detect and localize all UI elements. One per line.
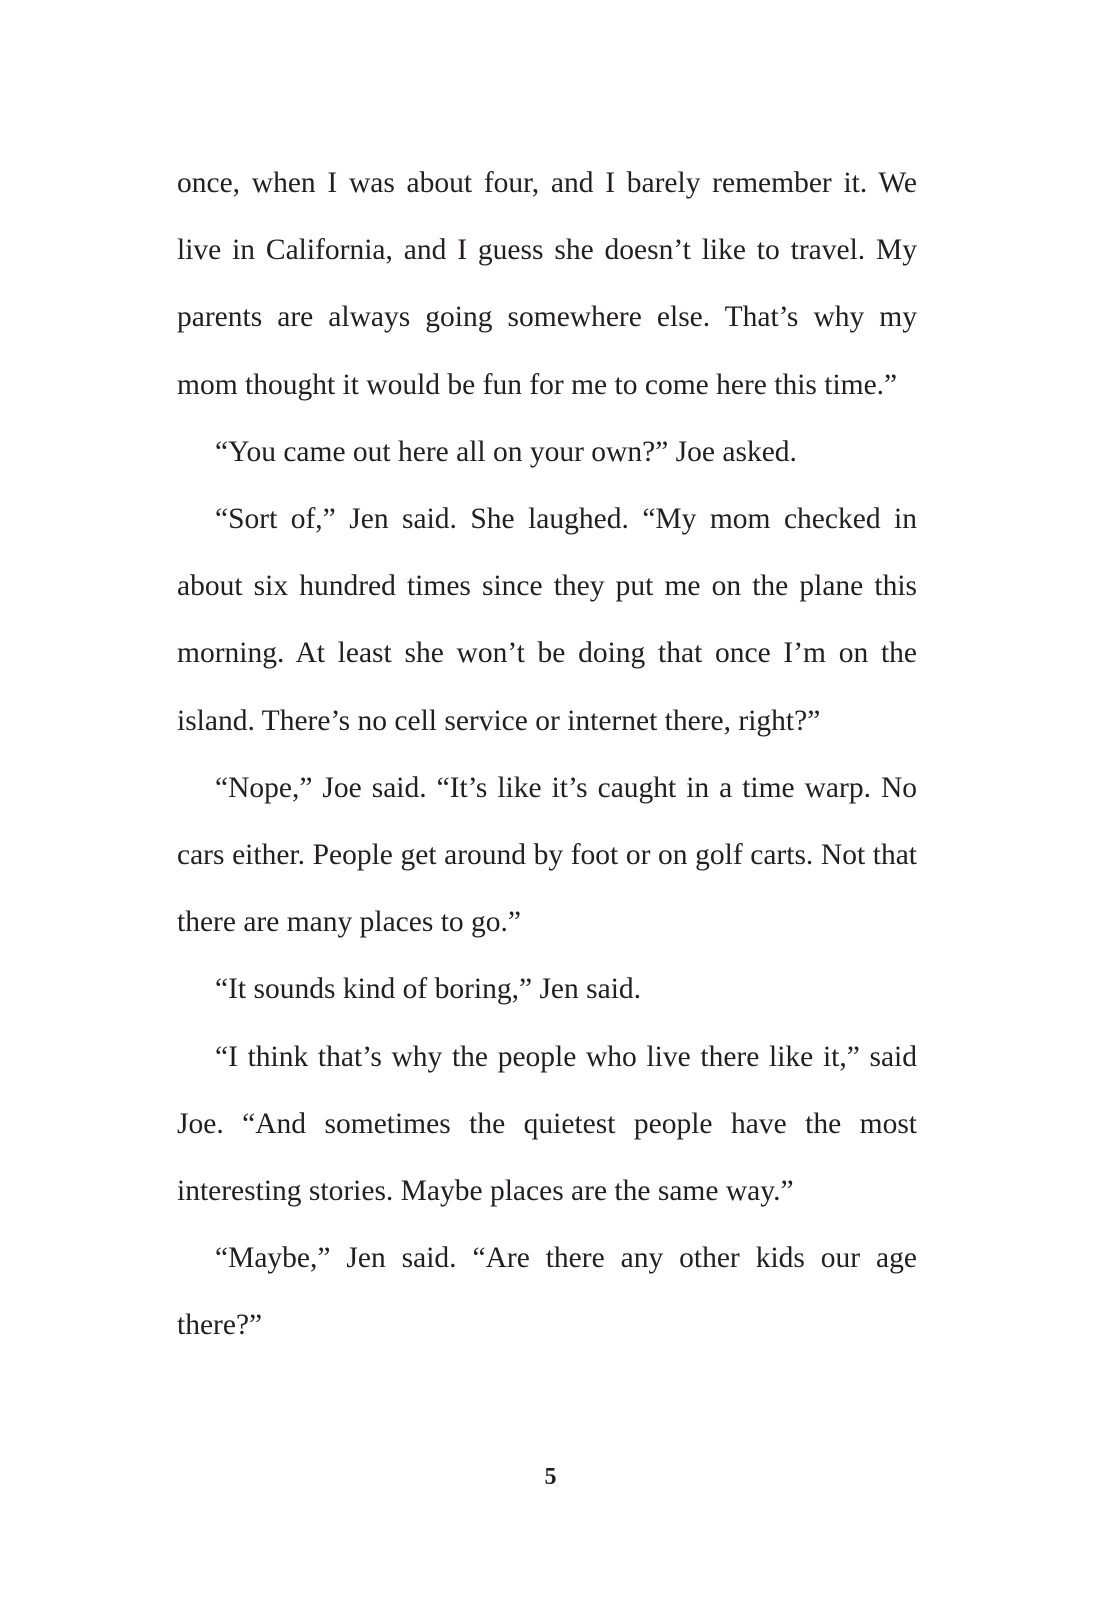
page-number: 5 bbox=[544, 1464, 557, 1490]
paragraph-3: “Sort of,” Jen said. She laughed. “My mom checked in about six hundred times since they put me on the plane this morning. At least she won’t be doing that once I’m on the island. There’s no cell service or internet there, right?” bbox=[177, 503, 917, 737]
paragraph-7: “Maybe,” Jen said. “Are there any other kids our age there?” bbox=[177, 1242, 917, 1342]
paragraph-1: once, when I was about four, and I barely remember it. We live in California, and I guess she doesn’t like to travel. My parents are always going somewhere else. That’s why my mom thought it would be fun for me to come here this time.” bbox=[177, 167, 917, 401]
body-text bbox=[177, 150, 917, 1360]
paragraph-6: “I think that’s why the people who live there like it,” said Joe. “And sometimes the quietest people have the most interesting stories. Maybe places are the same way.” bbox=[177, 1040, 917, 1208]
paragraph-2: “You came out here all on your own?” Joe asked. bbox=[215, 435, 797, 468]
paragraph-5: “It sounds kind of boring,” Jen said. bbox=[215, 973, 642, 1006]
paragraph-4: “Nope,” Joe said. “It’s like it’s caught in a time warp. No cars either. People get around by foot or on golf carts. Not that there are many places to go.” bbox=[177, 771, 917, 939]
